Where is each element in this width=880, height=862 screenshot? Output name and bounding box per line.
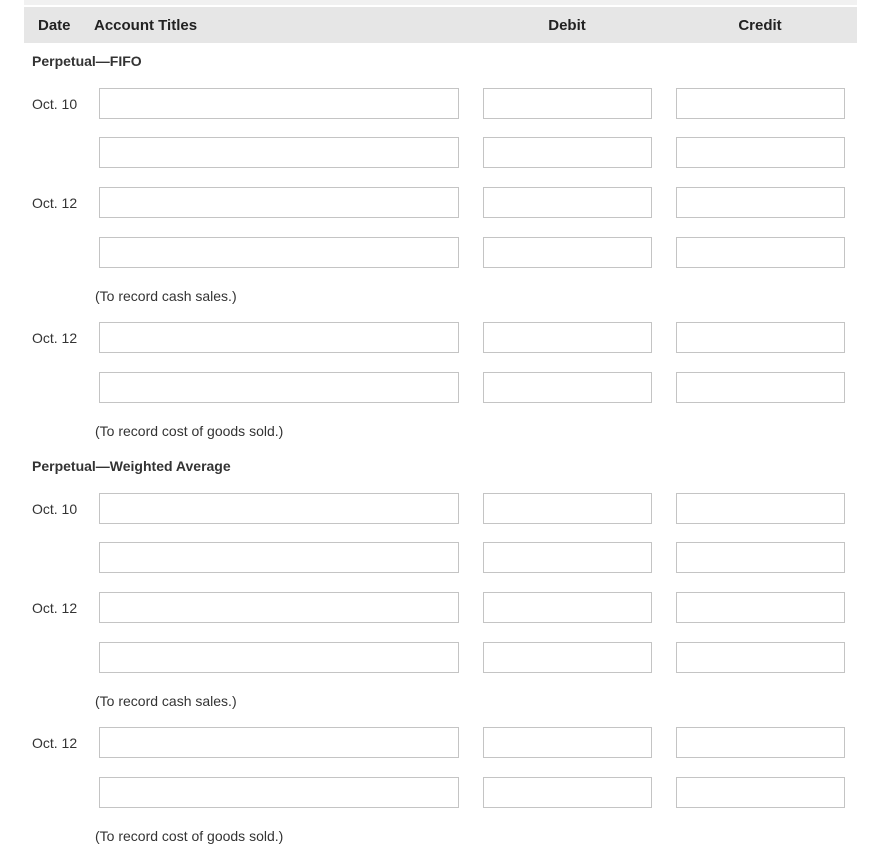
section-title-fifo: Perpetual—FIFO	[32, 53, 142, 69]
credit-input[interactable]	[676, 237, 845, 268]
header-debit: Debit	[548, 17, 586, 34]
section-title-weighted-average: Perpetual—Weighted Average	[32, 458, 231, 474]
entry-note: (To record cash sales.)	[95, 288, 237, 304]
entry-date: Oct. 12	[32, 600, 78, 616]
debit-input[interactable]	[483, 187, 652, 218]
credit-input[interactable]	[676, 592, 845, 623]
credit-input[interactable]	[676, 322, 845, 353]
debit-input[interactable]	[483, 542, 652, 573]
account-title-input[interactable]	[99, 592, 459, 623]
account-title-input[interactable]	[99, 187, 459, 218]
entry-note: (To record cost of goods sold.)	[95, 828, 284, 844]
credit-input[interactable]	[676, 137, 845, 168]
header-date: Date	[38, 17, 71, 34]
credit-input[interactable]	[676, 642, 845, 673]
credit-input[interactable]	[676, 777, 845, 808]
debit-input[interactable]	[483, 237, 652, 268]
credit-input[interactable]	[676, 493, 845, 524]
header-account-titles: Account Titles	[94, 17, 198, 34]
entry-note: (To record cost of goods sold.)	[95, 423, 284, 439]
debit-input[interactable]	[483, 372, 652, 403]
account-title-input[interactable]	[99, 727, 459, 758]
entry-date: Oct. 10	[32, 501, 78, 517]
entry-date: Oct. 12	[32, 195, 78, 211]
account-title-input[interactable]	[99, 777, 459, 808]
debit-input[interactable]	[483, 88, 652, 119]
account-title-input[interactable]	[99, 493, 459, 524]
credit-input[interactable]	[676, 187, 845, 218]
journal-header	[24, 7, 857, 43]
account-title-input[interactable]	[99, 372, 459, 403]
account-title-input[interactable]	[99, 322, 459, 353]
entry-date: Oct. 10	[32, 96, 78, 112]
debit-input[interactable]	[483, 727, 652, 758]
credit-input[interactable]	[676, 88, 845, 119]
debit-input[interactable]	[483, 777, 652, 808]
credit-input[interactable]	[676, 372, 845, 403]
account-title-input[interactable]	[99, 642, 459, 673]
debit-input[interactable]	[483, 592, 652, 623]
account-title-input[interactable]	[99, 137, 459, 168]
top-divider	[24, 0, 857, 5]
account-title-input[interactable]	[99, 88, 459, 119]
entry-note: (To record cash sales.)	[95, 693, 237, 709]
account-title-input[interactable]	[99, 237, 459, 268]
debit-input[interactable]	[483, 322, 652, 353]
header-credit: Credit	[738, 17, 782, 34]
account-title-input[interactable]	[99, 542, 459, 573]
debit-input[interactable]	[483, 642, 652, 673]
credit-input[interactable]	[676, 542, 845, 573]
entry-date: Oct. 12	[32, 735, 78, 751]
debit-input[interactable]	[483, 137, 652, 168]
debit-input[interactable]	[483, 493, 652, 524]
credit-input[interactable]	[676, 727, 845, 758]
entry-date: Oct. 12	[32, 330, 78, 346]
